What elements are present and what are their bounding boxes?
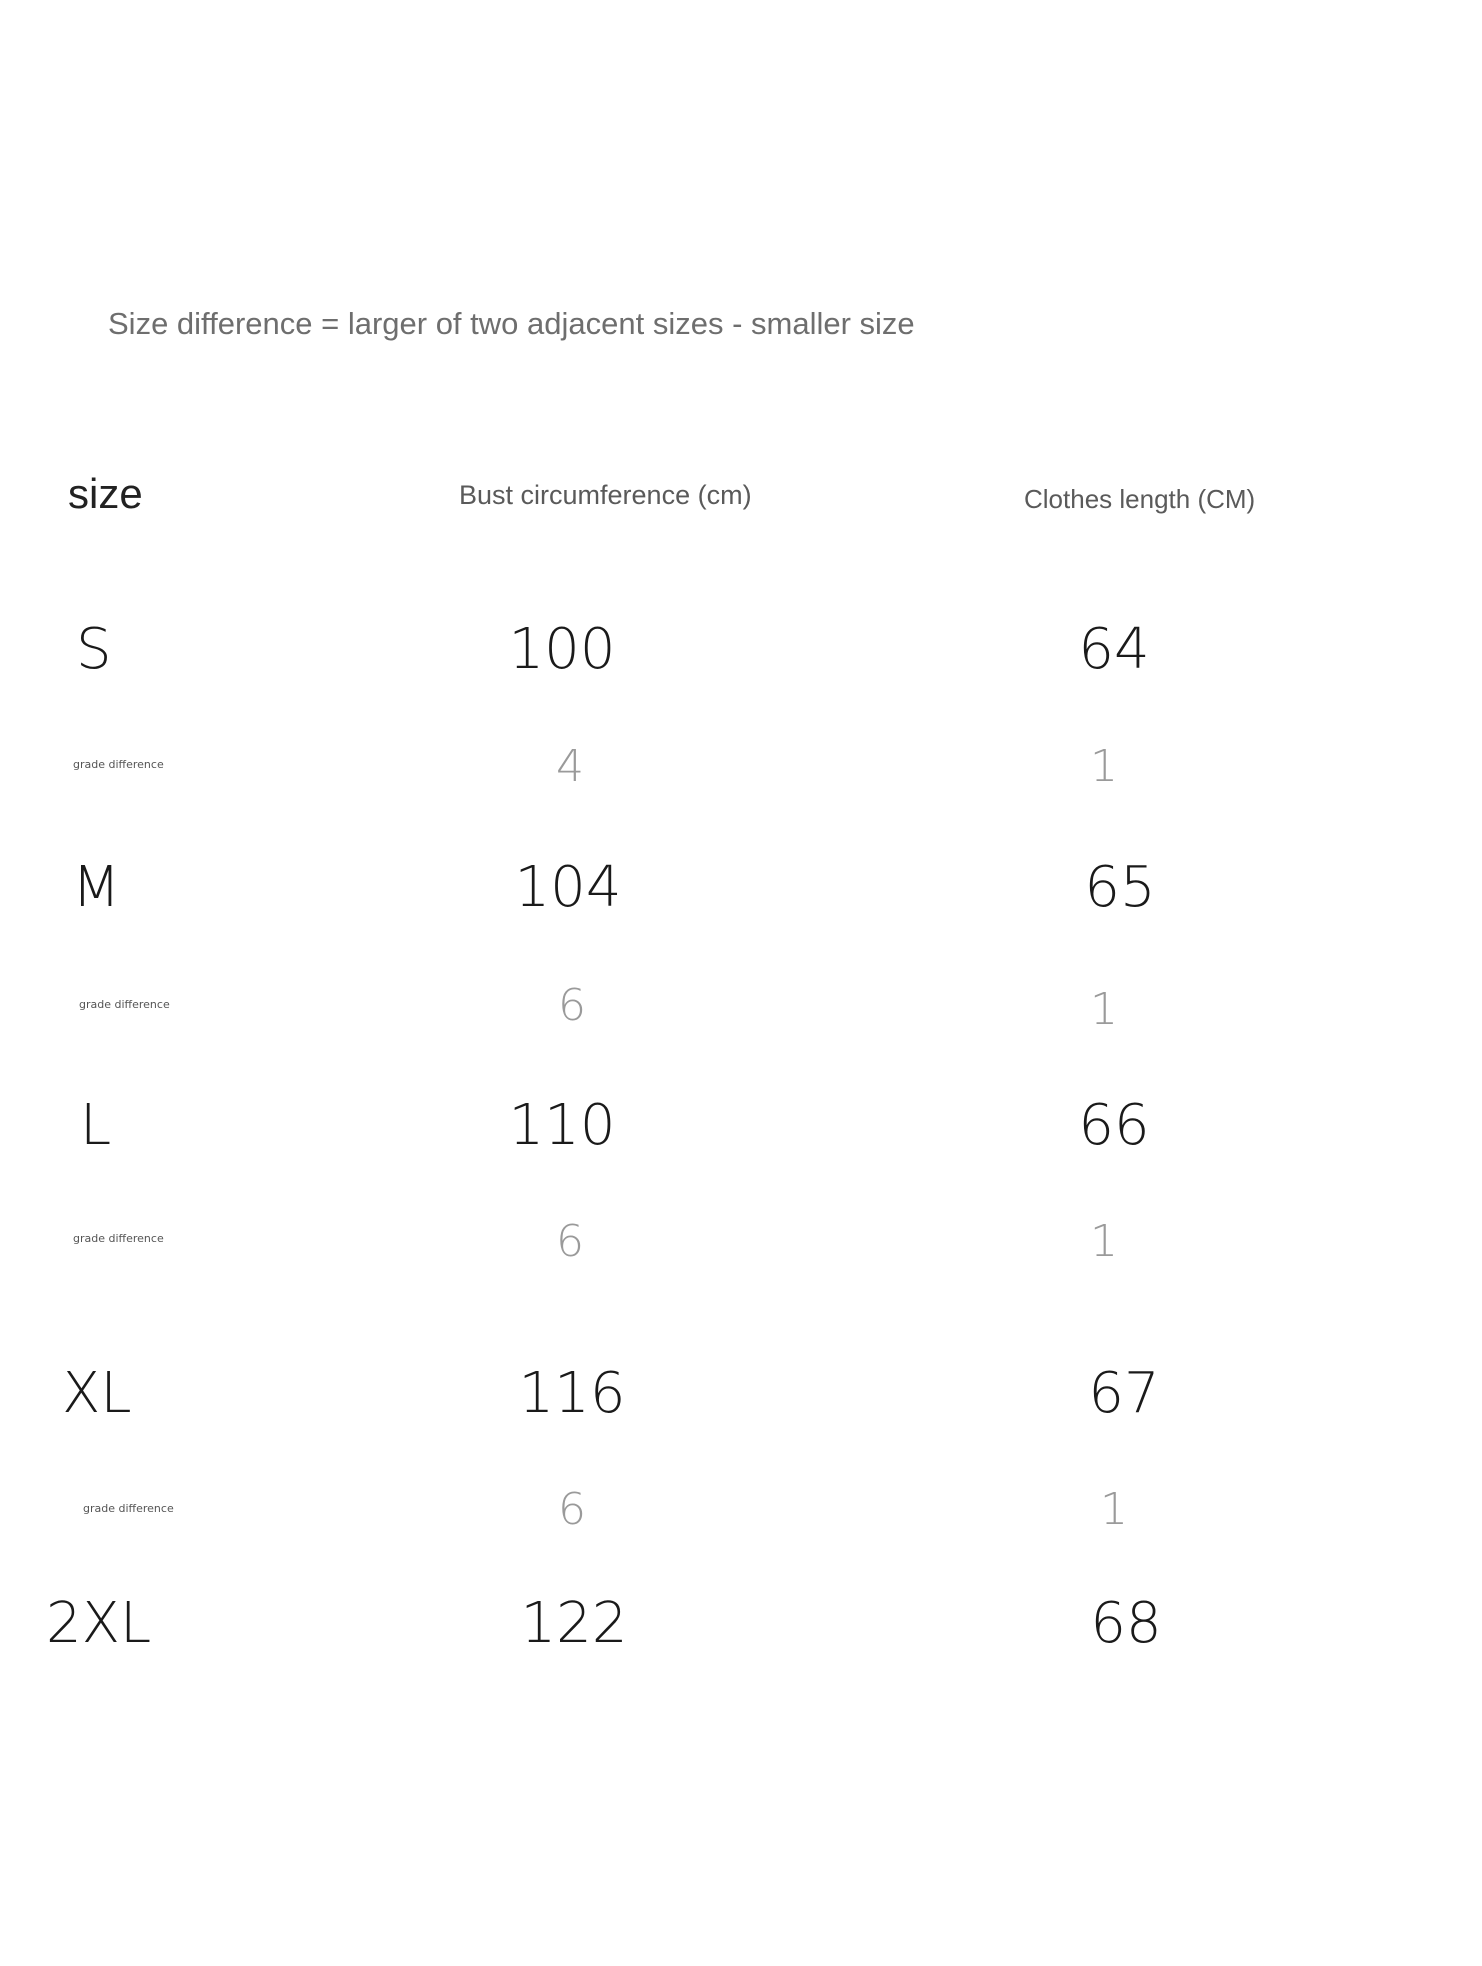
length-grade: 1 [1090,1216,1118,1267]
grade-difference-label: grade difference [73,758,164,771]
bust-value-s: 100 [508,617,616,682]
size-label-s: S [76,617,112,682]
size-label-m: M [72,855,121,920]
size-label-xl: XL [62,1361,132,1426]
length-value-s: 64 [1078,617,1150,682]
grade-difference-label: grade difference [83,1502,174,1515]
length-value-l: 66 [1078,1093,1150,1158]
grade-difference-label: grade difference [73,1232,164,1245]
length-value-m: 65 [1084,855,1156,920]
size-label-2xl: 2XL [46,1591,152,1656]
bust-grade: 6 [556,1216,584,1267]
bust-value-l: 110 [508,1093,616,1158]
bust-grade: 6 [558,980,586,1031]
bust-value-xl: 116 [518,1361,626,1426]
length-grade: 1 [1090,984,1118,1035]
header-length: Clothes length (CM) [1024,484,1256,514]
header-bust: Bust circumference (cm) [459,480,752,510]
size-label-l: L [80,1093,112,1158]
grade-difference-label: grade difference [79,998,170,1011]
header-size: size [68,470,143,517]
length-grade: 1 [1100,1484,1128,1535]
bust-value-m: 104 [514,855,622,920]
bust-grade: 6 [558,1484,586,1535]
length-grade: 1 [1090,741,1118,792]
length-value-xl: 67 [1088,1361,1160,1426]
bust-value-2xl: 122 [520,1591,628,1656]
size-difference-note: Size difference = larger of two adjacent sizes - smaller size [108,306,915,341]
bust-grade: 4 [556,741,584,792]
length-value-2xl: 68 [1090,1591,1162,1656]
